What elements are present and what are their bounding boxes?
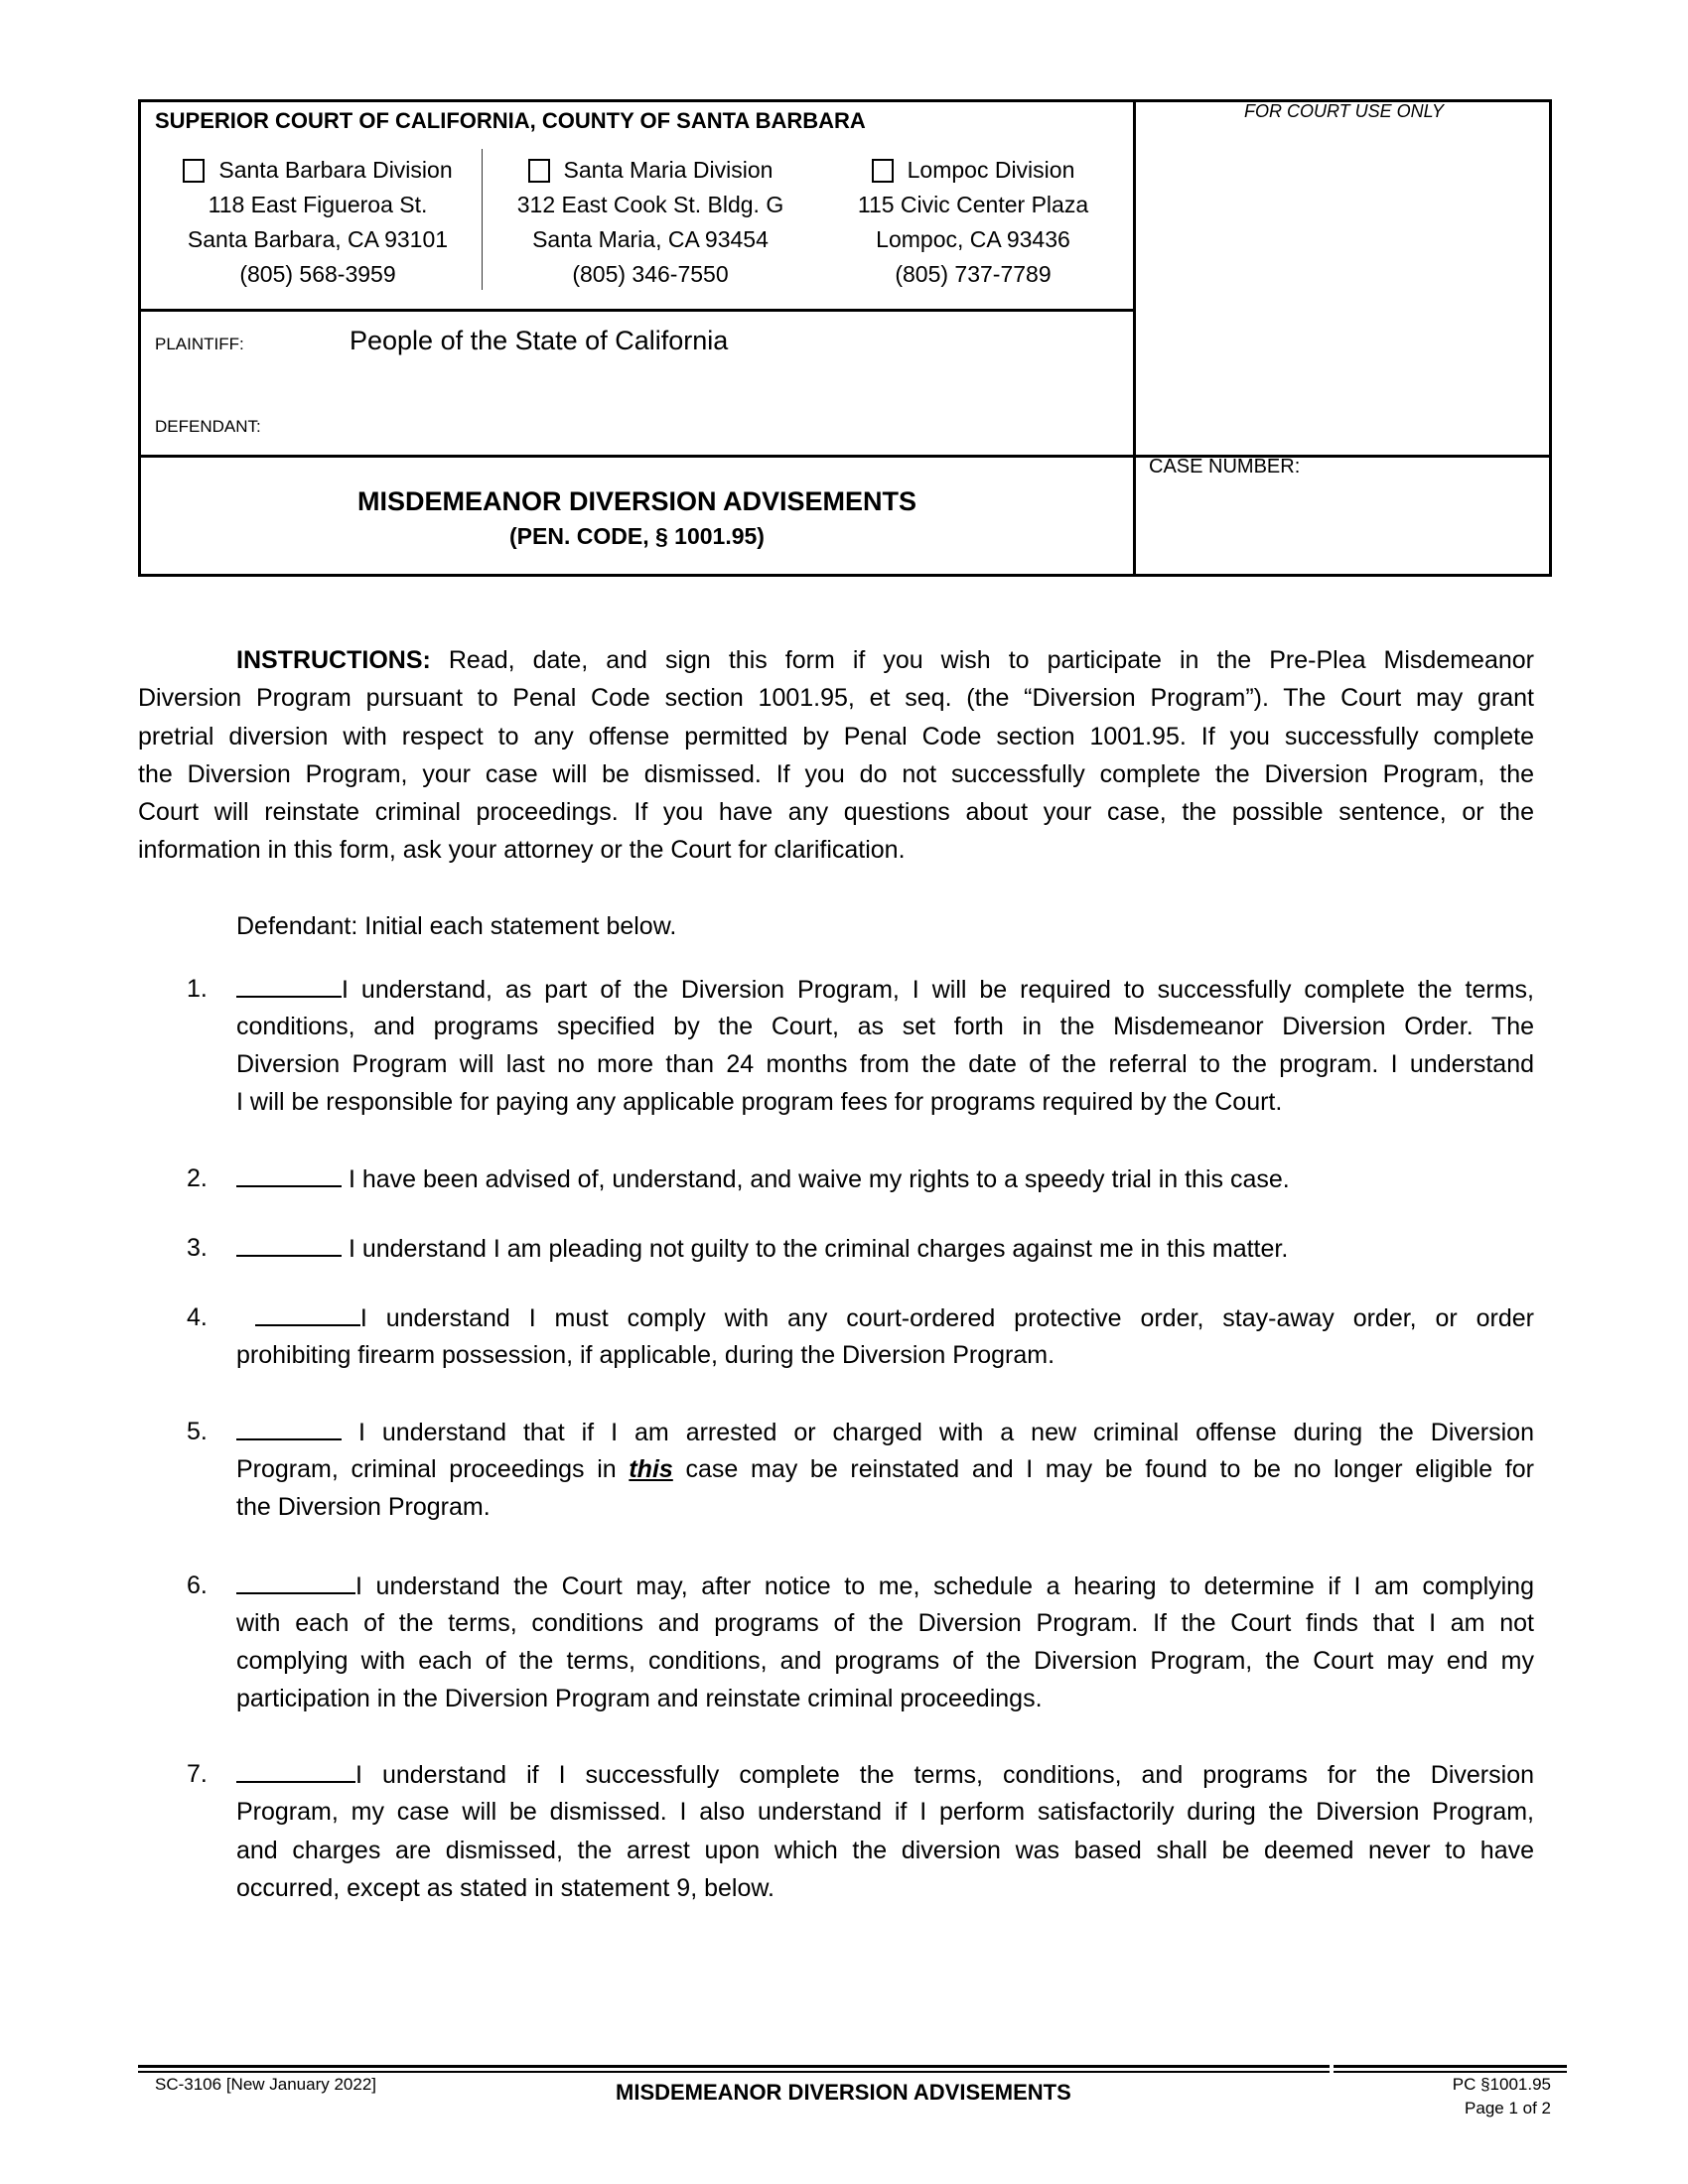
row-divider-parties <box>138 455 1552 458</box>
statement-2-line-1: I have been advised of, understand, and waive my rights to a speedy trial in this case. <box>236 1163 1290 1194</box>
instructions-line-4: the Diversion Program, your case will be dismissed. If you do not successfully complete the Diversion Program, the <box>138 760 1534 788</box>
statement-6-initials[interactable] <box>236 1570 355 1594</box>
santa-maria-checkbox[interactable] <box>528 159 550 183</box>
statement-5-line-1: I understand that if I am arrested or charged with a new criminal offense during the Diversion <box>236 1417 1534 1447</box>
statement-3-initials[interactable] <box>236 1233 342 1257</box>
division-city: Lompoc, CA 93436 <box>876 226 1070 252</box>
plaintiff-value[interactable]: People of the State of California <box>350 326 729 355</box>
statement-7-number: 7. <box>187 1760 208 1788</box>
row-divider-court <box>138 309 1135 312</box>
statement-6-line-1: I understand the Court may, after notice to me, schedule a hearing to determine if I am complying <box>236 1570 1534 1601</box>
court-title: SUPERIOR COURT OF CALIFORNIA, COUNTY OF SANTA BARBARA <box>155 108 866 133</box>
statement-1-line-2: conditions, and programs specified by the Court, as set forth in the Misdemeanor Diversion Order. The <box>236 1013 1534 1040</box>
statement-1-line-4: I will be responsible for paying any applicable program fees for programs required by the Court. <box>236 1088 1283 1116</box>
lompoc-checkbox[interactable] <box>872 159 894 183</box>
statement-5-line-2: Program, criminal proceedings in this case may be reinstated and I may be found to be no longer eligible for <box>236 1455 1534 1483</box>
division-address: 312 East Cook St. Bldg. G <box>516 192 784 217</box>
footer-code-page <box>1350 2073 1551 2120</box>
form-title: MISDEMEANOR DIVERSION ADVISEMENTS <box>356 486 917 516</box>
footer-code: PC §1001.95 <box>1452 2075 1551 2094</box>
division-lompoc <box>829 153 1117 292</box>
statement-1-number: 1. <box>187 975 208 1003</box>
statement-2-initials[interactable] <box>236 1163 342 1187</box>
statement-3-number: 3. <box>187 1234 208 1262</box>
division-santa-maria <box>492 153 809 292</box>
plaintiff-label: PLAINTIFF: <box>155 335 244 353</box>
statement-7-line-1: I understand if I successfully complete the terms, conditions, and programs for the Diversion <box>236 1759 1534 1790</box>
defendant-label: DEFENDANT: <box>155 417 261 436</box>
statement-7-initials[interactable] <box>236 1759 355 1783</box>
instructions-line-3: pretrial diversion with respect to any offense permitted by Penal Code section 1001.95. If you successfully complete <box>138 723 1534 751</box>
statement-3-line-1: I understand I am pleading not guilty to the criminal charges against me in this matter. <box>236 1233 1288 1264</box>
statement-5-initials[interactable] <box>236 1417 342 1440</box>
division-address: 115 Civic Center Plaza <box>857 192 1089 217</box>
statement-6-line-3: complying with each of the terms, conditions, and programs of the Diversion Program, the Court may end my <box>236 1647 1534 1675</box>
division-divider <box>482 149 483 290</box>
division-city: Santa Maria, CA 93454 <box>532 226 769 252</box>
case-number-field[interactable] <box>1138 484 1549 574</box>
defendant-field[interactable] <box>298 407 1112 441</box>
statement-4-line-1: I understand I must comply with any court-ordered protective order, stay-away order, or order <box>236 1302 1534 1333</box>
division-phone: (805) 568-3959 <box>239 261 396 287</box>
statement-6-number: 6. <box>187 1571 208 1599</box>
statement-4-number: 4. <box>187 1303 208 1331</box>
statement-1-line-1: I understand, as part of the Diversion Program, I will be required to successfully complete the terms, <box>236 974 1534 1005</box>
division-name: Lompoc Division <box>907 157 1075 183</box>
footer-form-id: SC-3106 [New January 2022] <box>155 2075 377 2094</box>
division-name: Santa Barbara Division <box>218 157 453 183</box>
instructions-line-6: information in this form, ask your attorney or the Court for clarification. <box>138 836 906 864</box>
footer-rule-left <box>138 2065 1330 2073</box>
division-name: Santa Maria Division <box>563 157 774 183</box>
division-santa-barbara <box>159 153 477 292</box>
instructions-line-5: Court will reinstate criminal proceedings. If you have any questions about your case, the possible sentence, or the <box>138 798 1534 826</box>
statement-4-initials[interactable] <box>255 1302 360 1326</box>
division-phone: (805) 346-7550 <box>572 261 729 287</box>
case-number-label: CASE NUMBER: <box>1149 456 1301 478</box>
statement-7-line-3: and charges are dismissed, the arrest upon which the diversion was based shall be deemed never to have <box>236 1837 1534 1864</box>
statement-6-line-4: participation in the Diversion Program and reinstate criminal proceedings. <box>236 1685 1043 1712</box>
instructions-line-2: Diversion Program pursuant to Penal Code section 1001.95, et seq. (the “Diversion Program”). The Court may grant <box>138 684 1534 712</box>
statement-5-line-3: the Diversion Program. <box>236 1493 491 1521</box>
division-address: 118 East Figueroa St. <box>208 192 428 217</box>
instructions-line-1: INSTRUCTIONS: Read, date, and sign this form if you wish to participate in the Pre-Plea Misdemeanor <box>236 646 1534 674</box>
court-use-area <box>1136 129 1549 453</box>
statement-4-line-2: prohibiting firearm possession, if applicable, during the Diversion Program. <box>236 1341 1055 1369</box>
statement-2-number: 2. <box>187 1164 208 1192</box>
santa-barbara-checkbox[interactable] <box>183 159 205 183</box>
statement-7-line-4: occurred, except as stated in statement 9, below. <box>236 1874 774 1902</box>
division-phone: (805) 737-7789 <box>895 261 1052 287</box>
court-use-label: FOR COURT USE ONLY <box>1243 101 1445 121</box>
statement-1-initials[interactable] <box>236 974 342 998</box>
statement-1-line-3: Diversion Program will last no more than 24 months from the date of the referral to the program. I understand <box>236 1050 1534 1078</box>
emphasis-this: this <box>629 1455 673 1483</box>
division-city: Santa Barbara, CA 93101 <box>187 226 449 252</box>
statement-5-number: 5. <box>187 1418 208 1445</box>
instructions-lead: INSTRUCTIONS: <box>236 646 431 674</box>
statement-6-line-2: with each of the terms, conditions and programs of the Diversion Program. If the Court finds that I am not <box>236 1609 1534 1637</box>
defendant-instruction: Defendant: Initial each statement below. <box>236 912 677 940</box>
footer-rule-right <box>1334 2065 1567 2073</box>
footer-page: Page 1 of 2 <box>1465 2099 1551 2117</box>
form-subtitle: (PEN. CODE, § 1001.95) <box>509 523 765 549</box>
statement-7-line-2: Program, my case will be dismissed. I also understand if I perform satisfactorily during the Diversion Program, <box>236 1798 1534 1826</box>
footer-title: MISDEMEANOR DIVERSION ADVISEMENTS <box>616 2080 1071 2105</box>
